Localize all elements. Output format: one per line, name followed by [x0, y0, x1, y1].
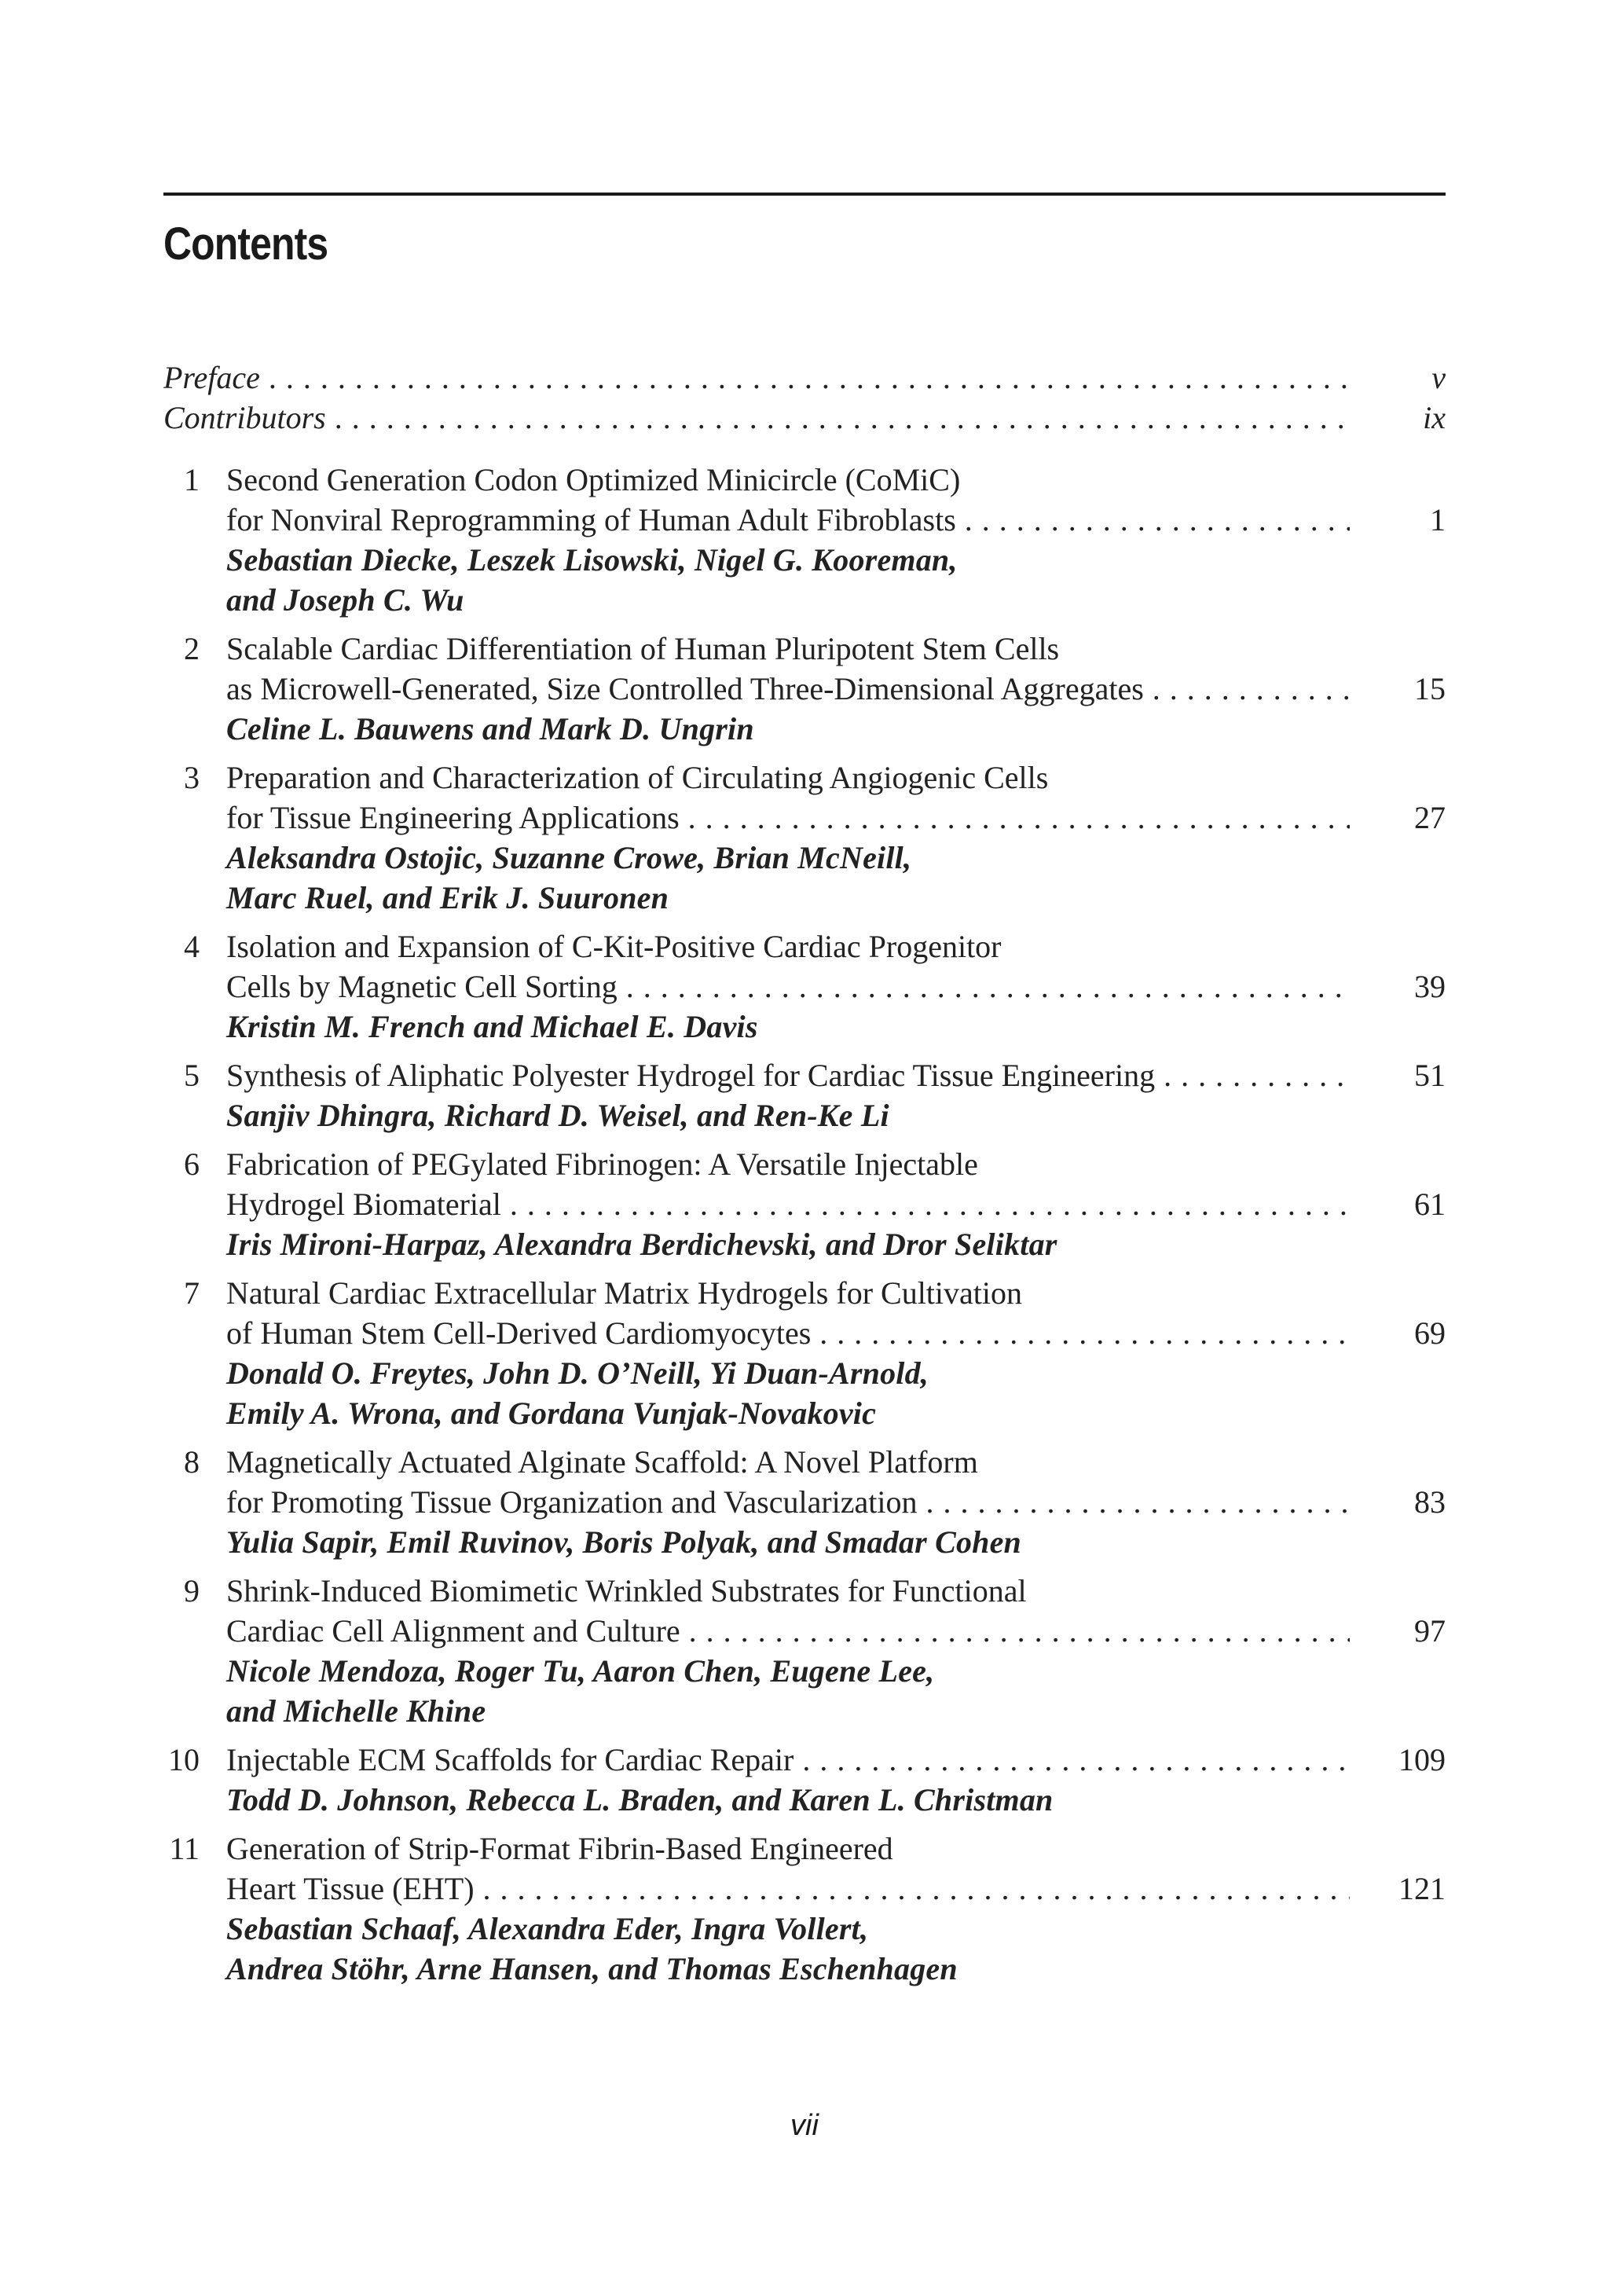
chapter-title-line: Scalable Cardiac Differentiation of Human Pluripotent Stem Cells [226, 631, 1060, 666]
chapter-page-number: 1 [1430, 502, 1446, 537]
chapter-title-line: Cells by Magnetic Cell Sorting . . . [226, 966, 1350, 1007]
toc-entry-chapter-1[interactable] [163, 460, 1446, 620]
toc-entry-chapter-10[interactable] [163, 1740, 1446, 1820]
chapter-number: 3 [184, 760, 200, 795]
chapter-authors: Kristin M. French and Michael E. Davis [226, 1009, 758, 1044]
toc-entry-chapter-2[interactable] [163, 629, 1446, 749]
chapter-authors: Sanjiv Dhingra, Richard D. Weisel, and Ren-Ke Li [226, 1098, 889, 1133]
chapter-authors: and Michelle Khine [226, 1693, 486, 1729]
chapter-page-number: 15 [1414, 671, 1446, 706]
chapter-page-number: 83 [1414, 1484, 1446, 1520]
chapter-number: 7 [184, 1275, 200, 1311]
chapter-authors: Celine L. Bauwens and Mark D. Ungrin [226, 711, 754, 746]
chapter-number: 8 [184, 1444, 200, 1480]
chapter-title-line: Magnetically Actuated Alginate Scaffold: A Novel Platform [226, 1444, 978, 1480]
chapter-authors: Sebastian Diecke, Leszek Lisowski, Nigel G. Kooreman, [226, 542, 958, 578]
chapter-title-line: for Promoting Tissue Organization and Vascularization . . . [226, 1482, 1350, 1522]
page-number: vii [790, 2109, 819, 2142]
toc-entry-chapter-11[interactable] [163, 1828, 1446, 1989]
chapter-title-line: as Microwell-Generated, Size Controlled Three-Dimensional Aggregates . . . [226, 669, 1350, 709]
chapter-number: 2 [184, 631, 200, 666]
chapter-authors: Todd D. Johnson, Rebecca L. Braden, and Karen L. Christman [226, 1782, 1054, 1817]
chapter-title-line: Synthesis of Aliphatic Polyester Hydrogel for Cardiac Tissue Engineering . . . [226, 1055, 1350, 1095]
chapter-title-line: Generation of Strip-Format Fibrin-Based Engineered [226, 1831, 893, 1866]
chapter-title-line: Second Generation Codon Optimized Minicircle (CoMiC) [226, 462, 961, 497]
chapter-list [163, 460, 1446, 1989]
entry-page: v [1431, 360, 1446, 395]
chapter-authors: Aleksandra Ostojic, Suzanne Crowe, Brian McNeill, [226, 840, 912, 875]
chapter-authors: and Joseph C. Wu [226, 582, 464, 618]
chapter-page-number: 109 [1398, 1742, 1446, 1777]
chapter-number: 11 [169, 1831, 200, 1866]
chapter-title-line: Natural Cardiac Extracellular Matrix Hydrogels for Cultivation [226, 1275, 1023, 1311]
toc-entry-chapter-9[interactable] [163, 1571, 1446, 1731]
chapter-title-line: Preparation and Characterization of Circulating Angiogenic Cells [226, 760, 1049, 795]
toc-entry-contributors[interactable] [163, 398, 1446, 438]
chapter-number: 4 [184, 929, 200, 964]
chapter-number: 5 [184, 1058, 200, 1093]
chapter-title-line: Injectable ECM Scaffolds for Cardiac Repair . . . [226, 1740, 1350, 1780]
chapter-page-number: 121 [1398, 1871, 1446, 1906]
chapter-title-line: for Tissue Engineering Applications . . . [226, 798, 1350, 838]
chapter-authors: Sebastian Schaaf, Alexandra Eder, Ingra Vollert, [226, 1911, 869, 1946]
chapter-page-number: 39 [1414, 969, 1446, 1004]
toc-entry-preface[interactable] [163, 358, 1446, 398]
chapter-title-line: Isolation and Expansion of C-Kit-Positive Cardiac Progenitor [226, 929, 1002, 964]
chapter-number: 10 [168, 1742, 200, 1777]
toc-entry-chapter-5[interactable] [163, 1055, 1446, 1135]
chapter-page-number: 97 [1414, 1613, 1446, 1649]
toc-entry-chapter-8[interactable] [163, 1442, 1446, 1562]
chapter-authors: Andrea Stöhr, Arne Hansen, and Thomas Eschenhagen [226, 1951, 958, 1986]
chapter-authors: Nicole Mendoza, Roger Tu, Aaron Chen, Eugene Lee, [226, 1653, 935, 1689]
chapter-authors: Iris Mironi-Harpaz, Alexandra Berdichevski, and Dror Seliktar [226, 1227, 1057, 1262]
page-title: Contents [163, 218, 328, 270]
entry-title: Contributors . . . [163, 398, 1350, 438]
chapter-title-line: for Nonviral Reprogramming of Human Adult Fibroblasts . . . [226, 500, 1350, 540]
spacer [163, 438, 1446, 460]
chapter-page-number: 27 [1414, 800, 1446, 835]
chapter-page-number: 51 [1414, 1058, 1446, 1093]
chapter-title-line: Shrink-Induced Biomimetic Wrinkled Substrates for Functional [226, 1573, 1027, 1608]
chapter-number: 6 [184, 1146, 200, 1182]
chapter-title-line: Hydrogel Biomaterial . . . [226, 1184, 1350, 1224]
chapter-authors: Marc Ruel, and Erik J. Suuronen [226, 880, 669, 915]
chapter-number: 1 [184, 462, 200, 497]
toc-entry-chapter-4[interactable] [163, 926, 1446, 1047]
chapter-page-number: 69 [1414, 1315, 1446, 1351]
chapter-title-line: of Human Stem Cell-Derived Cardiomyocytes . . . [226, 1313, 1350, 1353]
entry-page: ix [1423, 400, 1446, 435]
top-rule [163, 193, 1446, 196]
chapter-page-number: 61 [1414, 1187, 1446, 1222]
entry-title: Preface . . . [163, 358, 1350, 398]
chapter-authors: Yulia Sapir, Emil Ruvinov, Boris Polyak, and Smadar Cohen [226, 1524, 1022, 1560]
chapter-title-line: Cardiac Cell Alignment and Culture . . . [226, 1611, 1350, 1651]
toc-entry-chapter-6[interactable] [163, 1144, 1446, 1264]
chapter-number: 9 [184, 1573, 200, 1608]
chapter-authors: Donald O. Freytes, John D. O’Neill, Yi Duan-Arnold, [226, 1355, 929, 1391]
chapter-authors: Emily A. Wrona, and Gordana Vunjak-Novakovic [226, 1396, 877, 1431]
toc-entry-chapter-7[interactable] [163, 1273, 1446, 1433]
table-of-contents [163, 358, 1446, 1997]
chapter-title-line: Fabrication of PEGylated Fibrinogen: A Versatile Injectable [226, 1146, 978, 1182]
toc-entry-chapter-3[interactable] [163, 757, 1446, 918]
chapter-title-line: Heart Tissue (EHT) . . . [226, 1869, 1350, 1909]
